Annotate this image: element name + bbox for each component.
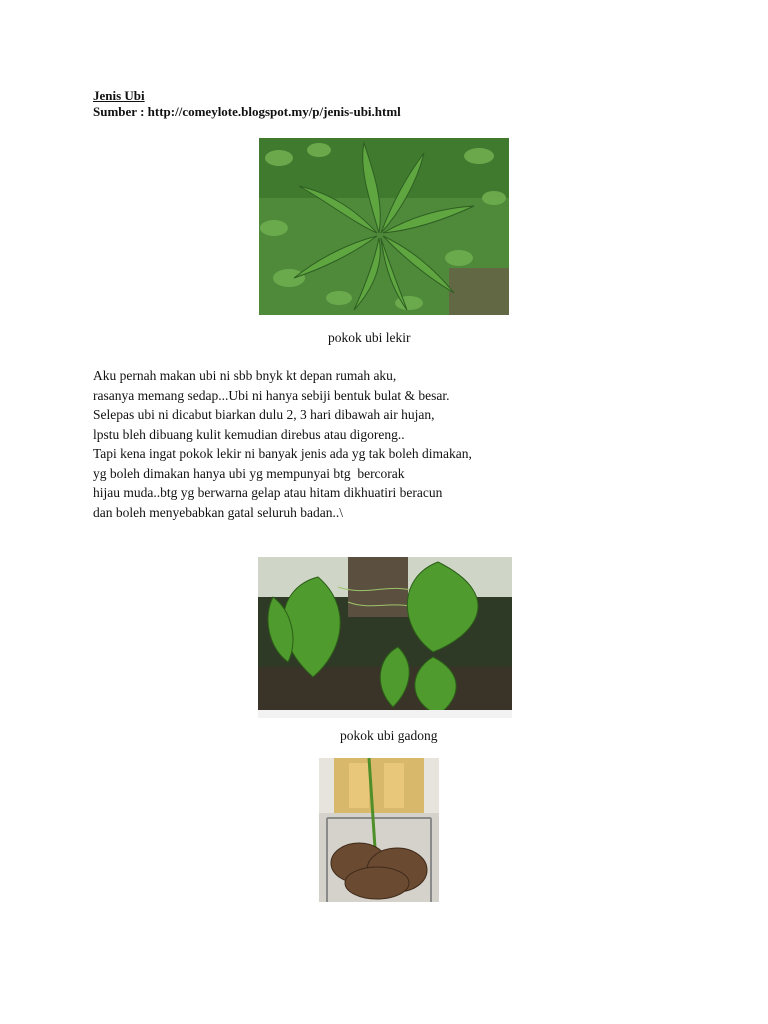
caption-ubi-gadong: pokok ubi gadong [340, 728, 438, 743]
paragraph-line: hijau muda..btg yg berwarna gelap atau hitam dikhuatiri beracun [93, 485, 443, 500]
tuber-photo [319, 758, 439, 902]
document-title: Jenis Ubi [93, 88, 145, 103]
ubi-gadong-photo [258, 557, 512, 718]
paragraph-line: dan boleh menyebabkan gatal seluruh badan..\ [93, 504, 344, 520]
ubi-lekir-photo [259, 138, 509, 315]
body-paragraph [93, 366, 472, 522]
paragraph-line: Tapi kena ingat pokok lekir ni banyak jenis ada yg tak boleh dimakan, [93, 446, 472, 461]
source-line: Sumber : http://comeylote.blogspot.my/p/jenis-ubi.html [93, 104, 401, 119]
paragraph-line: rasanya memang sedap...Ubi ni hanya sebiji bentuk bulat & besar. [93, 387, 450, 403]
paragraph-line: yg boleh dimakan hanya ubi yg mempunyai btg bercorak [93, 465, 405, 481]
paragraph-line: lpstu bleh dibuang kulit kemudian direbus atau digoreng.. [93, 426, 405, 442]
paragraph-line: Aku pernah makan ubi ni sbb bnyk kt depan rumah aku, [93, 368, 397, 383]
paragraph-line: Selepas ubi ni dicabut biarkan dulu 2, 3 hari dibawah air hujan, [93, 407, 435, 422]
caption-ubi-lekir: pokok ubi lekir [328, 330, 411, 345]
